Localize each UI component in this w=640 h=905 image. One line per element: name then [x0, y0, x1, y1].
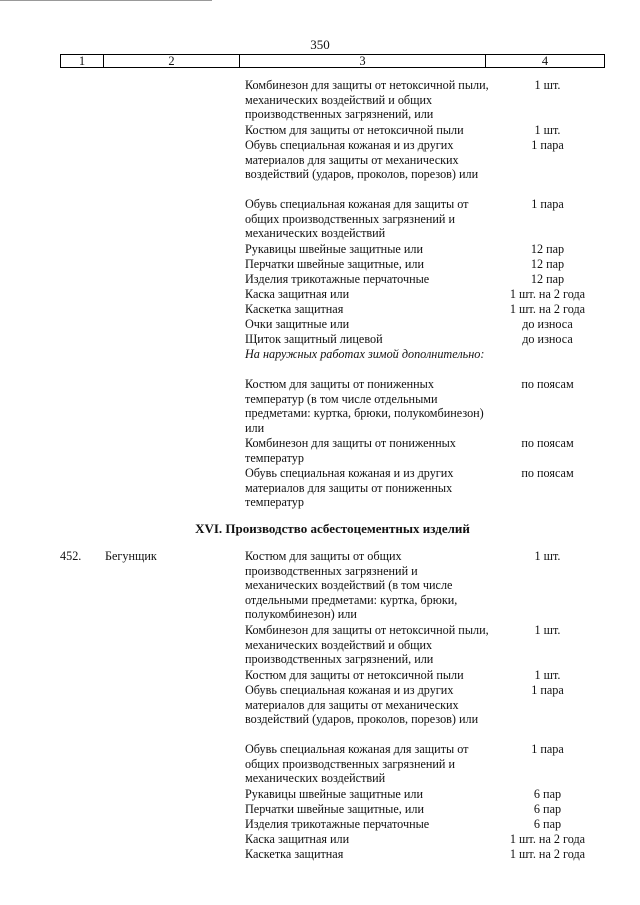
item-text: Рукавицы швейные защитные или	[245, 242, 423, 256]
top-rule	[0, 0, 212, 1]
norm-value: по поясам	[521, 436, 574, 450]
item-text: Каска защитная или	[245, 287, 350, 301]
item-text: Изделия трикотажные перчаточные	[245, 817, 430, 831]
norm-value: по поясам	[521, 377, 574, 391]
item-text: Перчатки швейные защитные, или	[245, 257, 425, 271]
norm-value: 12 пар	[530, 242, 565, 256]
column-header-4: 4	[486, 55, 605, 68]
page-number: 350	[310, 37, 330, 52]
subheading-text: На наружных работах зимой дополнительно:	[245, 347, 485, 361]
item-text: Каска защитная или	[245, 832, 350, 846]
norm-value: до износа	[522, 317, 573, 331]
profession-name: Бегунщик	[105, 549, 157, 563]
norm-value: 6 пар	[533, 817, 562, 831]
column-header-3: 3	[240, 55, 486, 68]
item-text: Костюм для защиты от пониженных температур (в том числе отдельными предметами: куртка, брюки, полукомбинезон) или	[245, 377, 484, 435]
item-text: Рукавицы швейные защитные или	[245, 787, 423, 801]
item-text: Комбинезон для защиты от нетоксичной пыли, механических воздействий и общих производственных загрязнений, или	[245, 78, 489, 122]
item-text: Обувь специальная кожаная и из других материалов для защиты от механических воздействий (ударов, проколов, порезов) или	[245, 138, 479, 182]
item-text: Щиток защитный лицевой	[245, 332, 383, 346]
norm-value: 1 шт. на 2 года	[509, 302, 586, 316]
row-number: 452.	[60, 549, 82, 563]
norm-value: 1 пара	[531, 197, 564, 211]
item-text: Каскетка защитная	[245, 302, 344, 316]
column-header-table	[60, 54, 605, 68]
item-text: Обувь специальная кожаная для защиты от общих производственных загрязнений и механических воздействий	[245, 742, 469, 786]
item-text: Каскетка защитная	[245, 847, 344, 861]
column-header-1: 1	[61, 55, 104, 68]
item-text: Обувь специальная кожаная для защиты от общих производственных загрязнений и механических воздействий	[245, 197, 469, 241]
item-text: Комбинезон для защиты от пониженных температур	[245, 436, 456, 465]
norm-value: 1 шт.	[534, 549, 561, 563]
item-text: Обувь специальная кожаная и из других материалов для защиты от механических воздействий (ударов, проколов, порезов) или	[245, 683, 479, 727]
column-header-2: 2	[104, 55, 240, 68]
norm-value: до износа	[522, 332, 573, 346]
norm-value: 1 шт. на 2 года	[509, 832, 586, 846]
norm-value: 6 пар	[533, 787, 562, 801]
norm-value: 12 пар	[530, 257, 565, 271]
item-text: Очки защитные или	[245, 317, 350, 331]
norm-value: 1 шт.	[534, 78, 561, 92]
norm-value: 1 пара	[531, 138, 564, 152]
section-title: XVI. Производство асбестоцементных изделий	[195, 521, 470, 536]
norm-value: 1 шт.	[534, 623, 561, 637]
norm-value: 12 пар	[530, 272, 565, 286]
item-text: Изделия трикотажные перчаточные	[245, 272, 430, 286]
item-text: Костюм для защиты от нетоксичной пыли	[245, 123, 464, 137]
item-text: Обувь специальная кожаная и из других материалов для защиты от пониженных температур	[245, 466, 454, 510]
item-text: Костюм для защиты от общих производственных загрязнений и механических воздействий (в том числе отдельными предметами: куртка, брюки, полукомбинезон) или	[245, 549, 458, 622]
norm-value: 1 шт. на 2 года	[509, 847, 586, 861]
item-text: Костюм для защиты от нетоксичной пыли	[245, 668, 464, 682]
norm-value: 1 шт. на 2 года	[509, 287, 586, 301]
norm-value: 1 шт.	[534, 668, 561, 682]
norm-value: 1 пара	[531, 742, 564, 756]
norm-value: 1 шт.	[534, 123, 561, 137]
item-text: Комбинезон для защиты от нетоксичной пыли, механических воздействий и общих производственных загрязнений, или	[245, 623, 489, 667]
item-text: Перчатки швейные защитные, или	[245, 802, 425, 816]
norm-value: 6 пар	[533, 802, 562, 816]
norm-value: 1 пара	[531, 683, 564, 697]
norm-value: по поясам	[521, 466, 574, 480]
